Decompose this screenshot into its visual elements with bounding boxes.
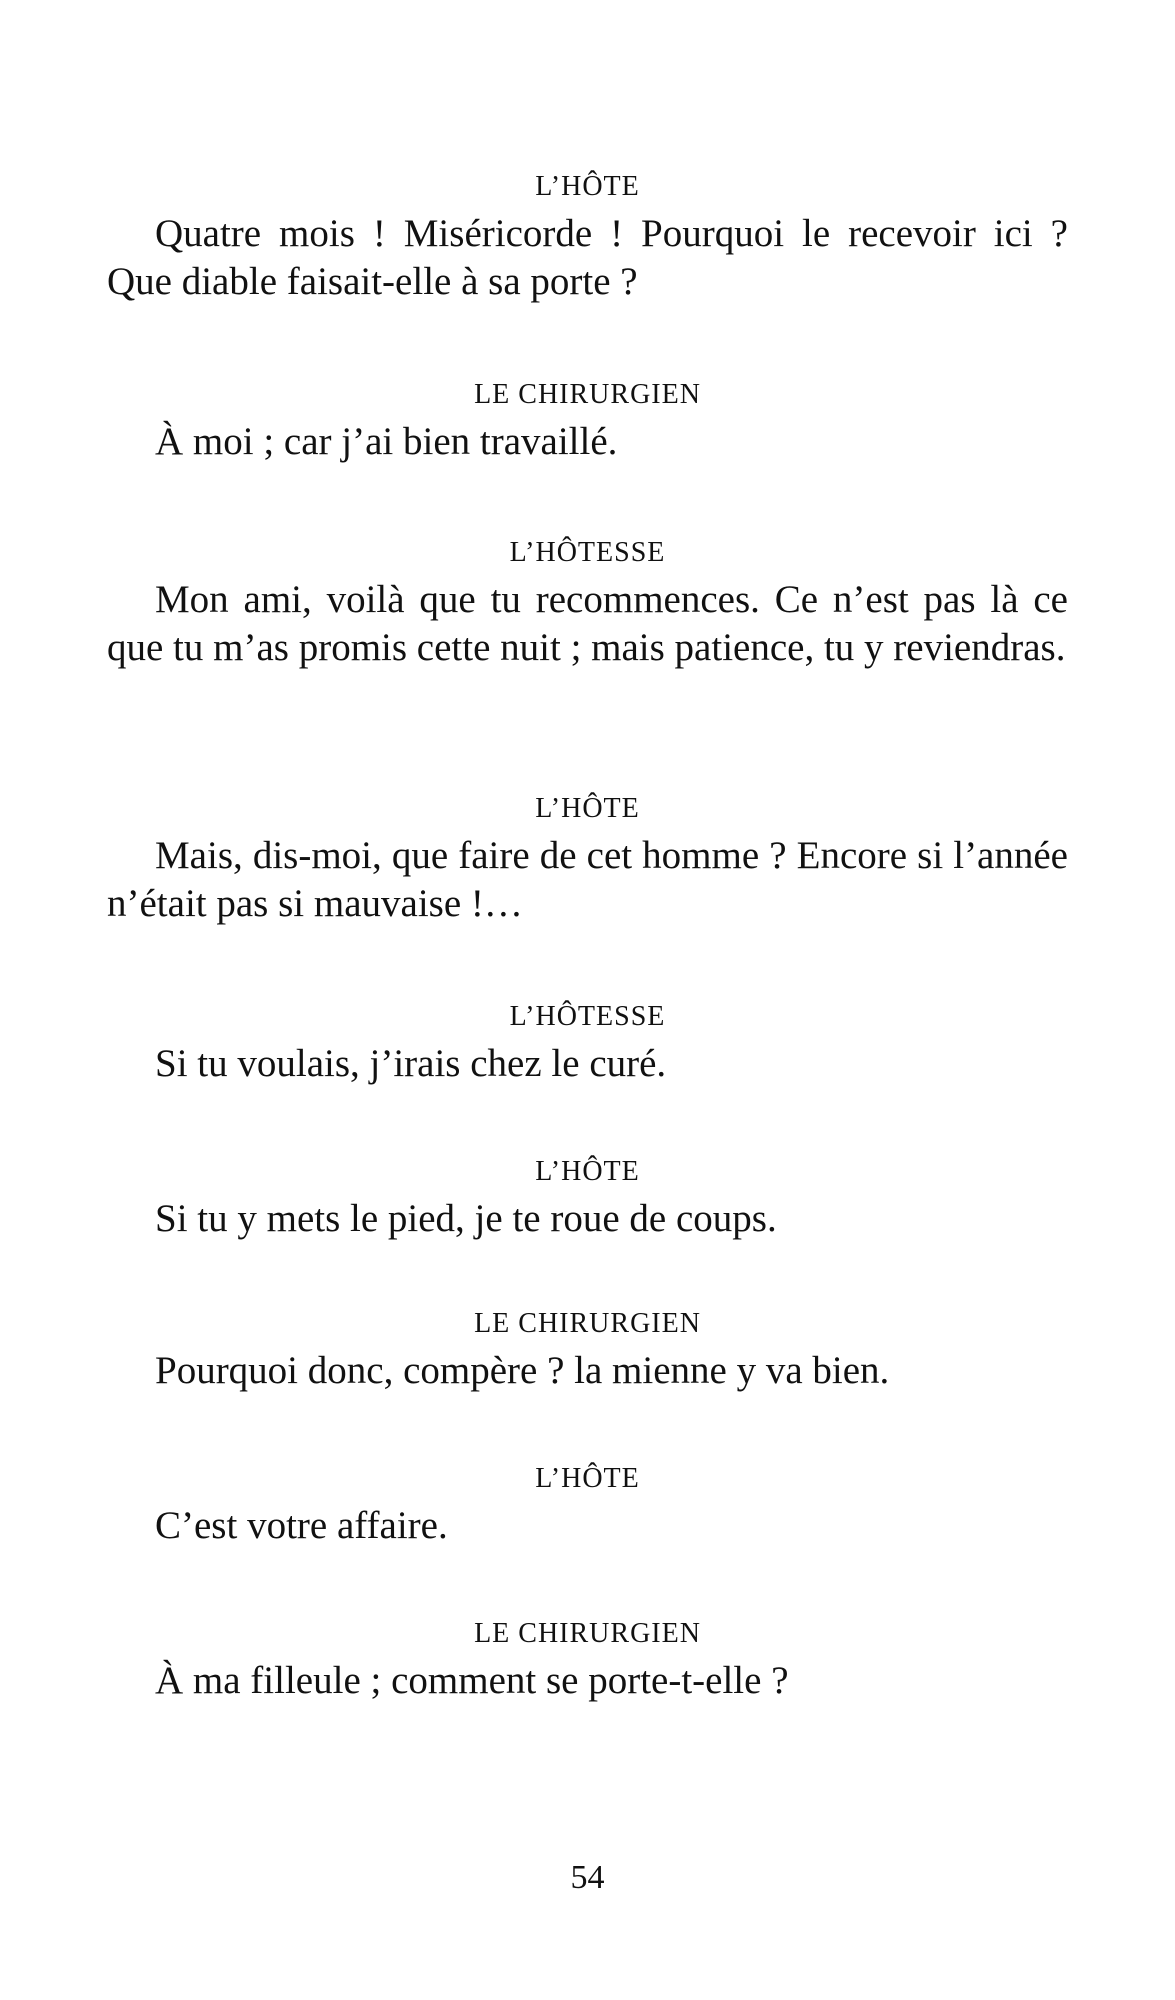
speaker-name: L’HÔTE	[535, 171, 640, 202]
speech-text	[107, 1195, 1068, 1243]
speaker-name: L’HÔTE	[535, 1156, 640, 1187]
speech-text	[107, 576, 1068, 672]
speech-paragraph: Pourquoi donc, compère ? la mienne y va bien.	[155, 1349, 890, 1392]
speech-text	[107, 210, 1068, 306]
speech-paragraph: À moi ; car j’ai bien travaillé.	[155, 420, 618, 463]
page-number: 54	[570, 1859, 605, 1896]
speaker-name: L’HÔTESSE	[509, 1001, 666, 1032]
speech-paragraph: Si tu voulais, j’irais chez le curé.	[155, 1042, 667, 1085]
speech-paragraph: À ma filleule ; comment se porte-t-elle ?	[155, 1659, 789, 1702]
speech-text	[107, 1040, 1068, 1088]
speech-text	[107, 418, 1068, 466]
speaker-name: L’HÔTE	[535, 1463, 640, 1494]
speech-paragraph: C’est votre affaire.	[155, 1504, 448, 1547]
speaker-name: L’HÔTE	[535, 793, 640, 824]
speech-paragraph: Si tu y mets le pied, je te roue de coups.	[155, 1197, 777, 1240]
speech-paragraph: Quatre mois ! Miséricorde ! Pourquoi le recevoir ici ? Que diable faisait-elle à sa porte ?	[107, 212, 1068, 303]
speaker-name: LE CHIRURGIEN	[474, 1618, 701, 1649]
speaker-name: L’HÔTESSE	[509, 537, 666, 568]
speech-paragraph: Mon ami, voilà que tu recommences. Ce n’est pas là ce que tu m’as promis cette nuit ; mais patience, tu y reviendras.	[107, 578, 1068, 669]
speech-text	[107, 1657, 1068, 1705]
speaker-name: LE CHIRURGIEN	[474, 1308, 701, 1339]
speaker-name: LE CHIRURGIEN	[474, 379, 701, 410]
speech-text	[107, 832, 1068, 928]
speech-text	[107, 1347, 1068, 1395]
speech-text	[107, 1502, 1068, 1550]
speech-paragraph: Mais, dis-moi, que faire de cet homme ? Encore si l’année n’était pas si mauvaise !…	[107, 834, 1068, 925]
